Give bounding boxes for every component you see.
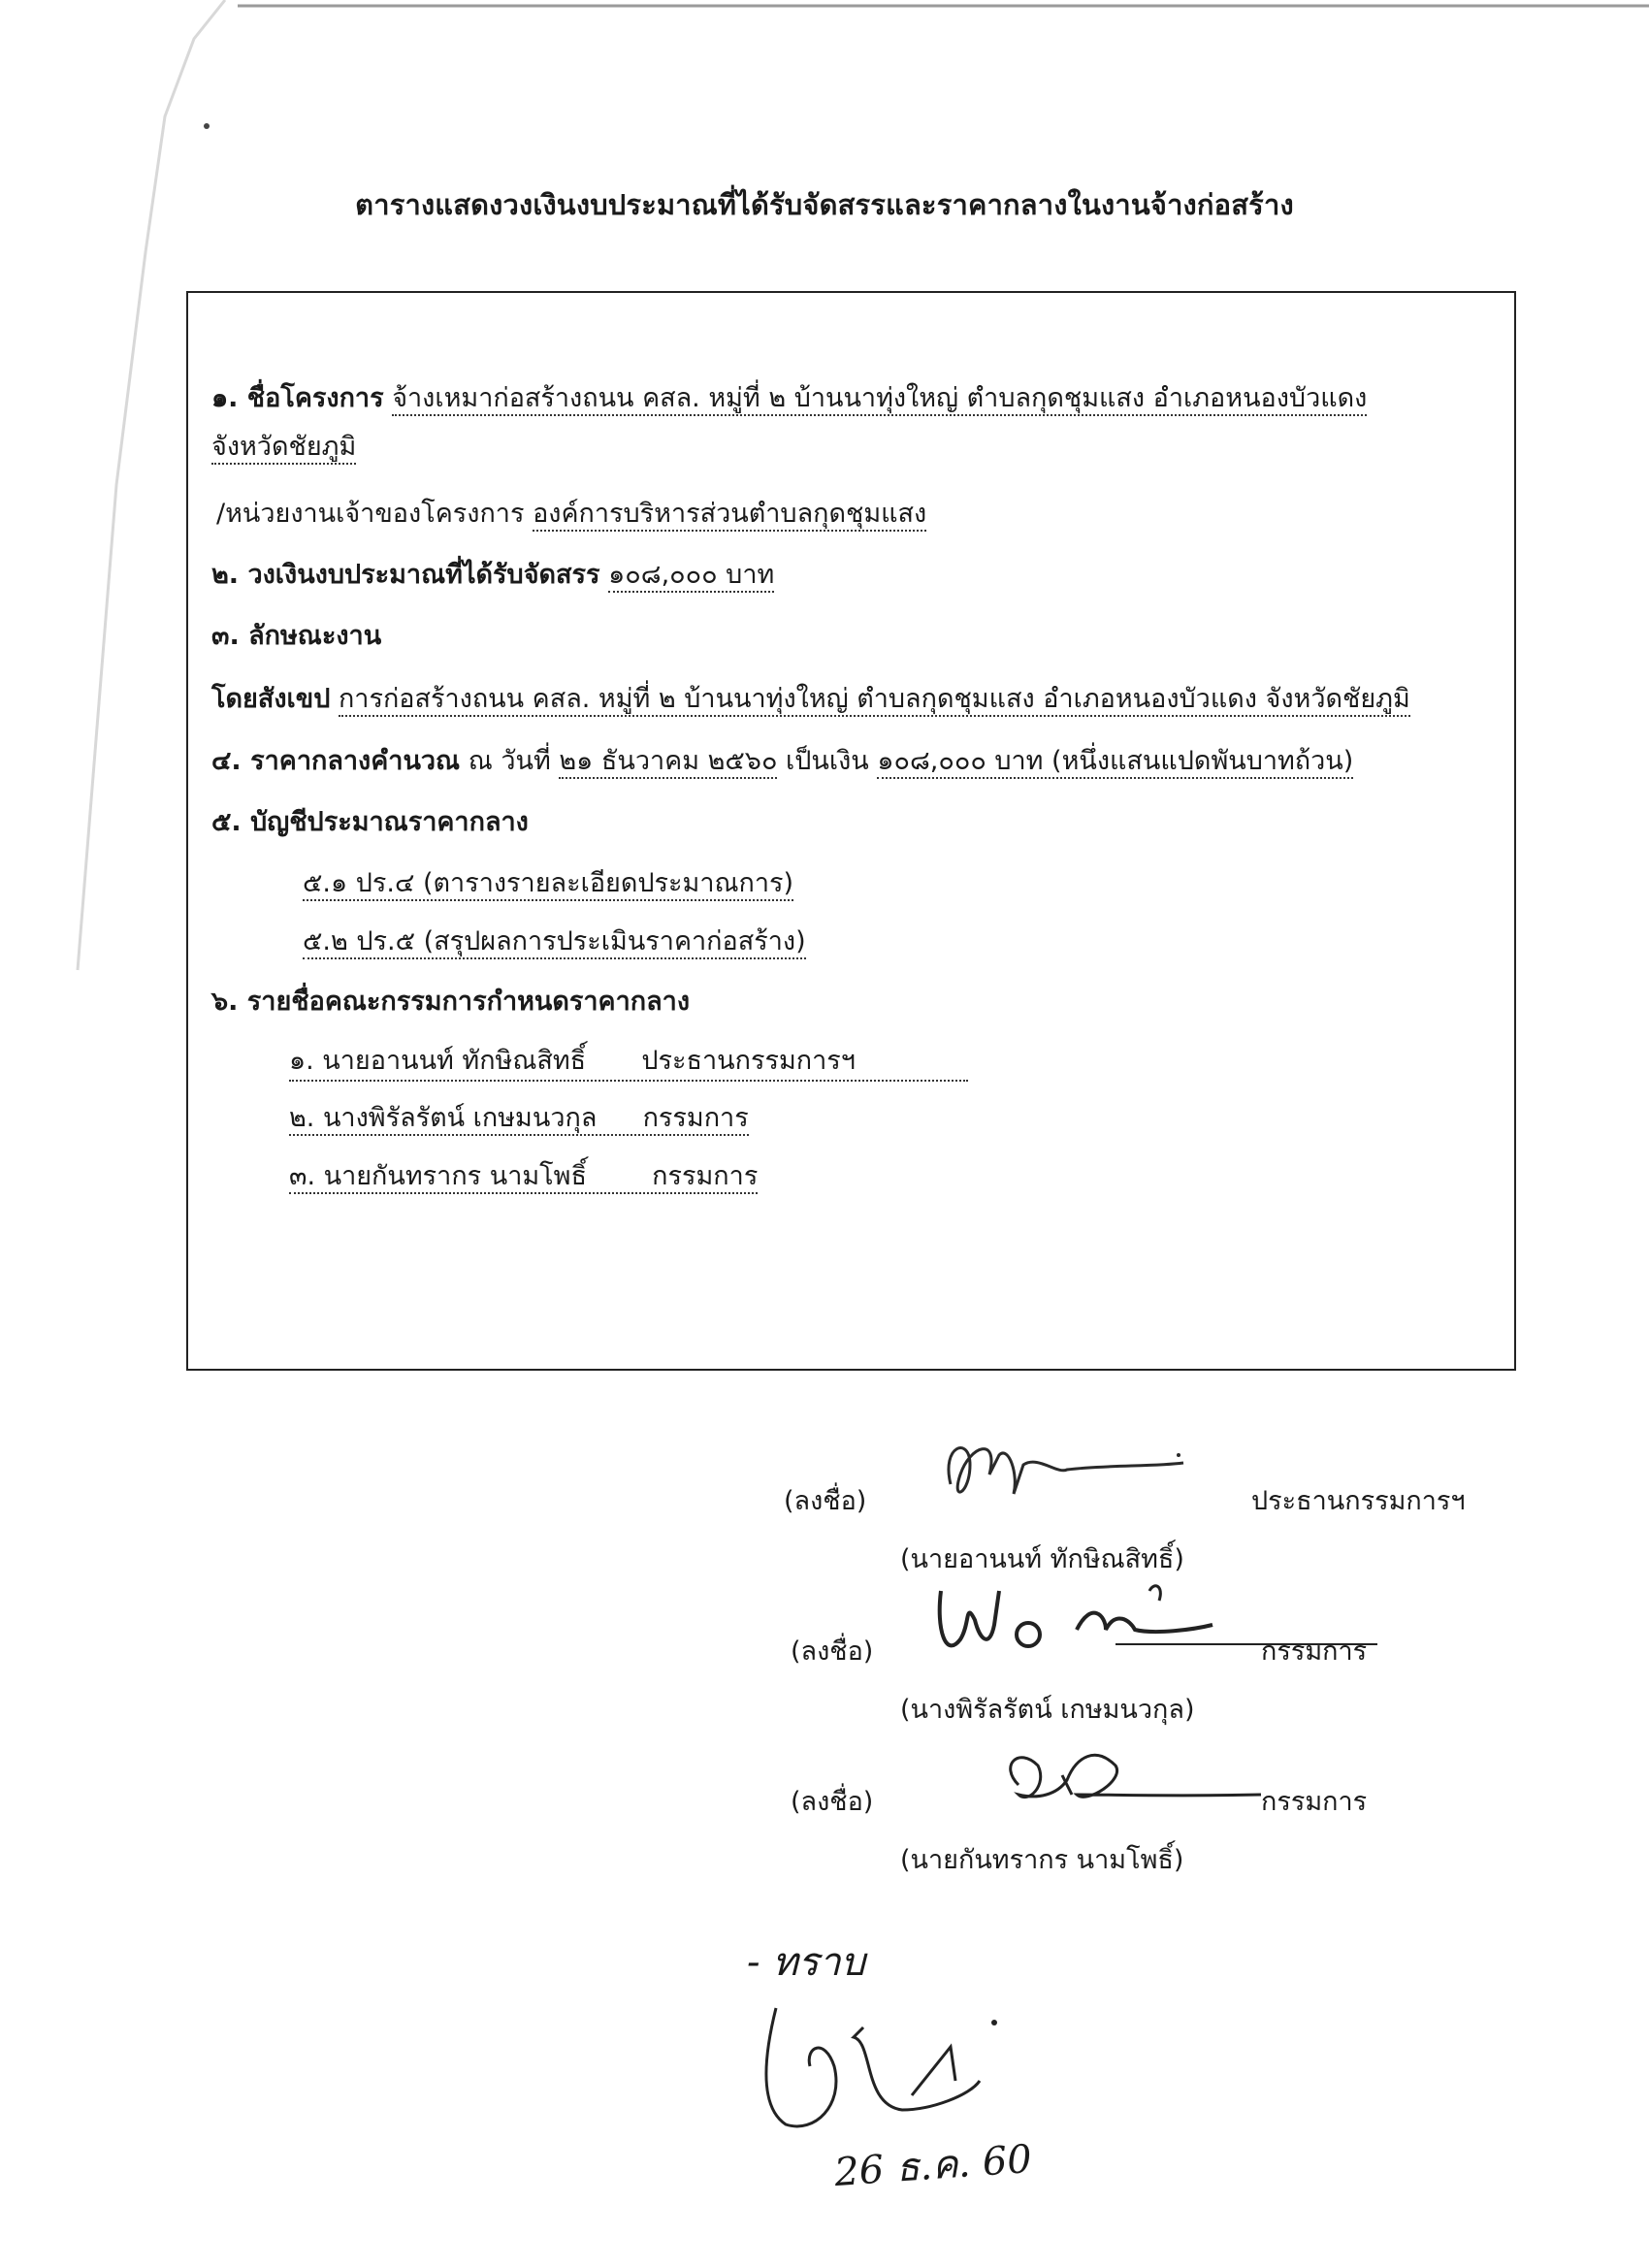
committee-member-3-line bbox=[289, 1161, 758, 1194]
signature-1-role: ประธานกรรมการฯ bbox=[1251, 1486, 1466, 1516]
committee-member-1 bbox=[289, 1044, 968, 1082]
committee-member-1-role: ประธานกรรมการฯ bbox=[641, 1046, 856, 1076]
project-name-value: จ้างเหมาก่อสร้างถนน คสล. หมู่ที่ ๒ บ้านนาทุ่งใหญ่ ตำบลกุดชุมแสง อำเภอหนองบัวแดง bbox=[392, 383, 1367, 416]
signature-2-role: กรรมการ bbox=[1261, 1636, 1368, 1667]
estimate-list-row bbox=[211, 805, 529, 840]
median-price-date-prefix: ณ วันที่ bbox=[468, 746, 551, 776]
document-title: ตารางแสดงวงเงินงบประมาณที่ได้รับจัดสรรและราคากลางในงานจ้างก่อสร้าง bbox=[355, 188, 1294, 221]
committee-member-3 bbox=[289, 1159, 758, 1194]
committee-member-2 bbox=[289, 1101, 749, 1136]
median-price-amount-prefix: เป็นเงิน bbox=[786, 746, 869, 776]
agency-label: /หน่วยงานเจ้าของโครงการ bbox=[216, 499, 525, 529]
committee-member-2-role: กรรมการ bbox=[642, 1103, 749, 1133]
signature-3-handwriting bbox=[980, 1727, 1290, 1833]
committee-member-2-name: ๒. นางพิรัลรัตน์ เกษมนวกุล bbox=[289, 1103, 598, 1133]
project-name-row-2 bbox=[211, 430, 356, 465]
project-province-value: จังหวัดชัยภูมิ bbox=[211, 432, 356, 465]
budget-value: ๑๐๘,๐๐๐ บาท bbox=[608, 560, 774, 593]
estimate-list-label: ๕. บัญชีประมาณราคากลาง bbox=[211, 807, 529, 837]
budget-label: ๒. วงเงินงบประมาณที่ได้รับจัดสรร bbox=[211, 560, 600, 590]
work-nature-label: ๓. ลักษณะงาน bbox=[211, 621, 382, 651]
approval-note: - ทราบ bbox=[747, 1940, 865, 1985]
committee-row bbox=[211, 985, 690, 1020]
estimate-sub-2-text: ๕.๒ ปร.๕ (สรุปผลการประเมินราคาก่อสร้าง) bbox=[303, 926, 806, 959]
signature-1-sign-label: (ลงชื่อ) bbox=[784, 1486, 867, 1516]
signature-2-printed-name: (นางพิรัลรัตน์ เกษมนวกุล) bbox=[900, 1695, 1195, 1725]
agency-row bbox=[216, 497, 926, 532]
median-price-label: ๔. ราคากลางคำนวณ bbox=[211, 746, 461, 776]
committee-member-1-name: ๑. นายอานนท์ ทักษิณสิทธิ์ bbox=[289, 1046, 587, 1076]
signature-1-printed-name: (นายอานนท์ ทักษิณสิทธิ์) bbox=[900, 1544, 1184, 1574]
signature-3-role: กรรมการ bbox=[1261, 1787, 1368, 1817]
budget-row bbox=[211, 558, 774, 593]
work-summary-row bbox=[211, 682, 1410, 717]
signature-2-handwriting bbox=[922, 1571, 1290, 1678]
committee-member-3-role: กรรมการ bbox=[652, 1161, 759, 1191]
estimate-sub-1 bbox=[303, 866, 793, 901]
agency-value: องค์การบริหารส่วนตำบลกุดชุมแสง bbox=[533, 499, 926, 532]
work-summary-label: โดยสังเขป bbox=[211, 684, 331, 714]
work-nature-row bbox=[211, 619, 381, 654]
estimate-sub-2 bbox=[303, 924, 806, 959]
median-price-date: ๒๑ ธันวาคม ๒๕๖๐ bbox=[559, 746, 777, 779]
project-name-label: ๑. ชื่อโครงการ bbox=[211, 383, 384, 413]
approval-signature bbox=[747, 1989, 1038, 2144]
committee-member-1-line bbox=[289, 1044, 968, 1082]
work-summary-value: การก่อสร้างถนน คสล. หมู่ที่ ๒ บ้านนาทุ่งใหญ่ ตำบลกุดชุมแสง อำเภอหนองบัวแดง จังหวัดชัยภูมิ bbox=[339, 684, 1410, 717]
signature-2-sign-label: (ลงชื่อ) bbox=[791, 1636, 874, 1667]
estimate-sub-1-text: ๕.๑ ปร.๔ (ตารางรายละเอียดประมาณการ) bbox=[303, 868, 793, 901]
median-price-amount: ๑๐๘,๐๐๐ บาท (หนึ่งแสนแปดพันบาทถ้วน) bbox=[877, 746, 1353, 779]
committee-member-2-line bbox=[289, 1103, 749, 1136]
committee-member-3-name: ๓. นายกันทรากร นามโพธิ์ bbox=[289, 1161, 587, 1191]
committee-label: ๖. รายชื่อคณะกรรมการกำหนดราคากลาง bbox=[211, 987, 691, 1017]
signature-3-sign-label: (ลงชื่อ) bbox=[791, 1787, 874, 1817]
median-price-row bbox=[211, 744, 1353, 779]
signature-3-printed-name: (นายกันทรากร นามโพธิ์) bbox=[900, 1845, 1184, 1875]
project-name-row bbox=[211, 381, 1367, 416]
approval-date: 26 ธ.ค. 60 bbox=[832, 2136, 1034, 2196]
signature-1-handwriting bbox=[931, 1426, 1222, 1523]
